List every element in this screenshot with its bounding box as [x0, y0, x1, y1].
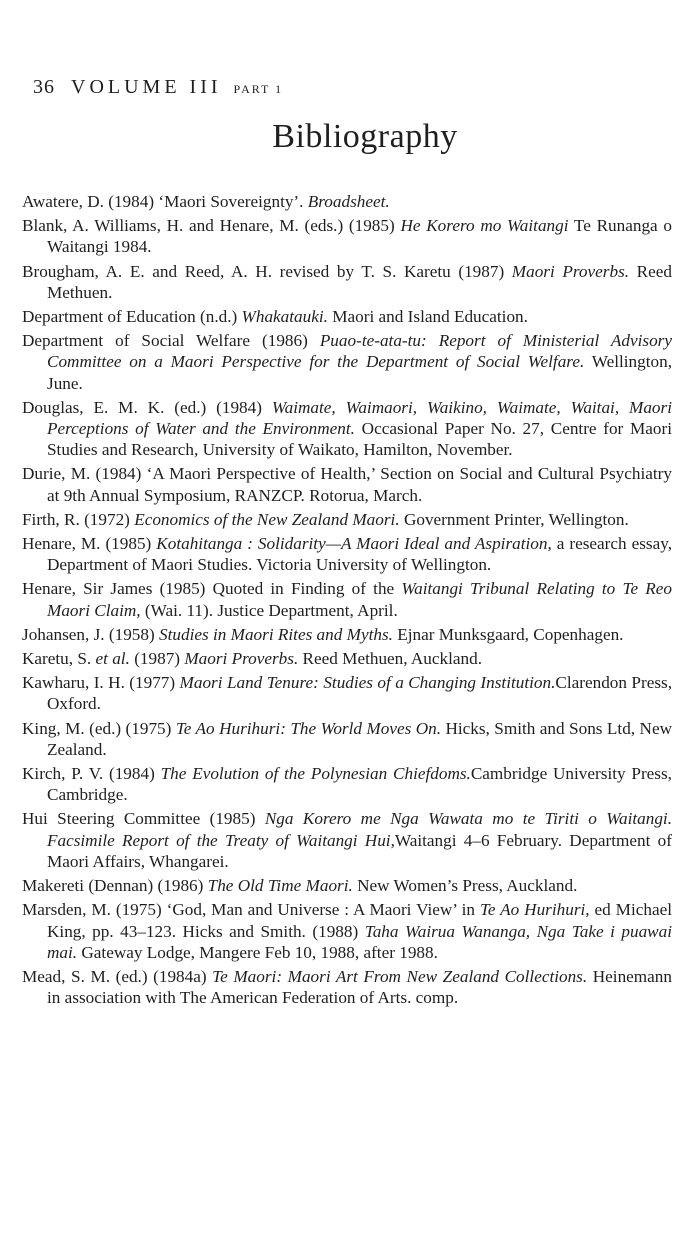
entry-title-text: Taha Wairua Wananga, Nga Take i puawai mai. [47, 921, 673, 962]
entry-title-text: Te Ao Hurihuri: The World Moves On. [175, 718, 442, 738]
entry-text: (Wai. 11). Justice Department, April. [140, 600, 398, 620]
entry-title-text: Kotahitanga : Solidarity—A Maori Ideal and Aspiration, [156, 534, 552, 554]
entry-text: a research essay, Department of Maori Studies. Victoria University of Wellington. [47, 534, 673, 575]
entry-title-text: Nga Korero me Nga Wawata mo te Tiriti o Waitangi. Facsimile Report of the Treaty of Waitangi Hui, [47, 809, 673, 850]
bibliography-entry [22, 648, 672, 669]
entry-text: ed Michael King, pp. 43–123. Hicks and Smith. (1988) [47, 900, 672, 941]
entry-title-text: Waimate, Waimaori, Waikino, Waimate, Waitai, Maori Perceptions of Water and the Environment. [47, 397, 672, 439]
entry-text: Henare, Sir James (1985) Quoted in Finding of the [22, 579, 402, 599]
entry-text: Douglas, E. M. K. (ed.) (1984) [22, 397, 272, 417]
bibliography-entry [22, 397, 672, 461]
entry-text: Hui Steering Committee (1985) [22, 809, 265, 829]
entry-text: Kirch, P. V. (1984) [22, 764, 161, 784]
entry-text: (1987) [129, 649, 185, 669]
entry-text: Department of Education (n.d.) [22, 307, 242, 327]
entry-title-text: Puao-te-ata-tu: Report of Ministerial Advisory Committee on a Maori Perspective for the Department of Social Welfare. [47, 331, 672, 372]
bibliography-entry [22, 718, 672, 760]
entry-title-text: Te Maori: Maori Art From New Zealand Collections. [212, 966, 588, 986]
entry-title-text: et al. [95, 649, 130, 669]
entry-title-text: Te Ao Hurihuri, [479, 900, 590, 920]
bibliography-list [22, 191, 672, 1011]
entry-text: Reed Methuen. [47, 261, 672, 302]
bibliography-entry [22, 808, 672, 872]
bibliography-entry [22, 215, 672, 257]
entry-text: Henare, M. (1985) [22, 534, 157, 554]
entry-text: Blank, A. Williams, H. and Henare, M. (eds.) (1985) [22, 216, 401, 236]
entry-title-text: Broadsheet. [307, 192, 390, 211]
entry-text: Johansen, J. (1958) [22, 624, 160, 644]
page-title: Bibliography [272, 118, 458, 155]
bibliography-entry [22, 306, 672, 327]
bibliography-entry [22, 578, 672, 620]
entry-text: Brougham, A. E. and Reed, A. H. revised by T. S. Karetu (1987) [22, 261, 512, 281]
entry-text: Kawharu, I. H. (1977) [22, 673, 180, 693]
bibliography-entry [22, 533, 672, 575]
bibliography-entry [22, 509, 672, 530]
entry-text: Maori and Island Education. [327, 307, 528, 327]
entry-text: Wellington, June. [47, 352, 672, 393]
entry-text: Hicks, Smith and Sons Ltd, New Zealand. [47, 718, 672, 759]
entry-text: New Women’s Press, Auckland. [352, 876, 578, 896]
entry-title-text: The Evolution of the Polynesian Chiefdoms. [160, 764, 471, 784]
bibliography-entry [22, 966, 672, 1008]
running-head [33, 76, 283, 99]
part-label: PART 1 [233, 82, 284, 96]
entry-title-text: Maori Proverbs. [511, 261, 630, 281]
entry-text: Department of Social Welfare (1986) [22, 331, 320, 351]
entry-title-text: Waitangi Tribunal Relating to Te Reo Maori Claim, [47, 579, 672, 620]
entry-text: Reed Methuen, Auckland. [298, 649, 483, 669]
bibliography-entry [22, 463, 672, 505]
entry-title-text: The Old Time Maori. [207, 876, 353, 896]
entry-text: Durie, M. (1984) ‘A Maori Perspective of Health,’ Section on Social and Cultural Psychiatry at 9th Annual Symposium, RANZCP. Rotorua, March. [22, 464, 672, 505]
entry-title-text: Studies in Maori Rites and Myths. [159, 624, 393, 644]
entry-title-text: Economics of the New Zealand Maori. [134, 509, 400, 529]
bibliography-entry [22, 672, 672, 714]
entry-text: Gateway Lodge, Mangere Feb 10, 1988, after 1988. [77, 942, 438, 962]
entry-text: Cambridge University Press, Cambridge. [47, 764, 672, 805]
bibliography-entry [22, 624, 672, 645]
bibliography-entry [22, 875, 672, 896]
bibliography-entry [22, 763, 672, 805]
entry-title-text: He Korero mo Waitangi [400, 216, 569, 236]
entry-title-text: Maori Land Tenure: Studies of a Changing Institution. [179, 673, 556, 693]
bibliography-entry [22, 191, 672, 212]
entry-text: Mead, S. M. (ed.) (1984a) [22, 966, 213, 986]
entry-text: Waitangi 4–6 February. Department of Maori Affairs, Whangarei. [47, 830, 672, 871]
bibliography-entry [22, 899, 672, 963]
entry-text: Awatere, D. (1984) ‘Maori Sovereignty’. [22, 192, 308, 211]
entry-text: Marsden, M. (1975) ‘God, Man and Universe : A Maori View’ in [22, 900, 480, 920]
bibliography-entry [22, 330, 672, 394]
entry-title-text: Maori Proverbs. [184, 649, 299, 669]
page-number: 36 [33, 76, 55, 98]
entry-text: Makereti (Dennan) (1986) [22, 876, 208, 896]
bibliography-entry [22, 261, 672, 303]
entry-text: Heinemann in association with The American Federation of Arts. comp. [47, 966, 672, 1008]
entry-text: Karetu, S. [22, 649, 96, 669]
entry-text: Te Runanga o Waitangi 1984. [47, 216, 672, 257]
entry-title-text: Whakatauki. [241, 307, 328, 327]
entry-text: Government Printer, Wellington. [399, 509, 629, 529]
entry-text: Ejnar Munksgaard, Copenhagen. [392, 624, 624, 644]
entry-text: Clarendon Press, Oxford. [47, 673, 672, 714]
volume-label: VOLUME III [71, 76, 222, 98]
entry-text: Firth, R. (1972) [22, 509, 135, 529]
entry-text: King, M. (ed.) (1975) [22, 718, 176, 738]
entry-text: Occasional Paper No. 27, Centre for Maori Studies and Research, University of Waikato, Hamilton, November. [47, 419, 672, 460]
